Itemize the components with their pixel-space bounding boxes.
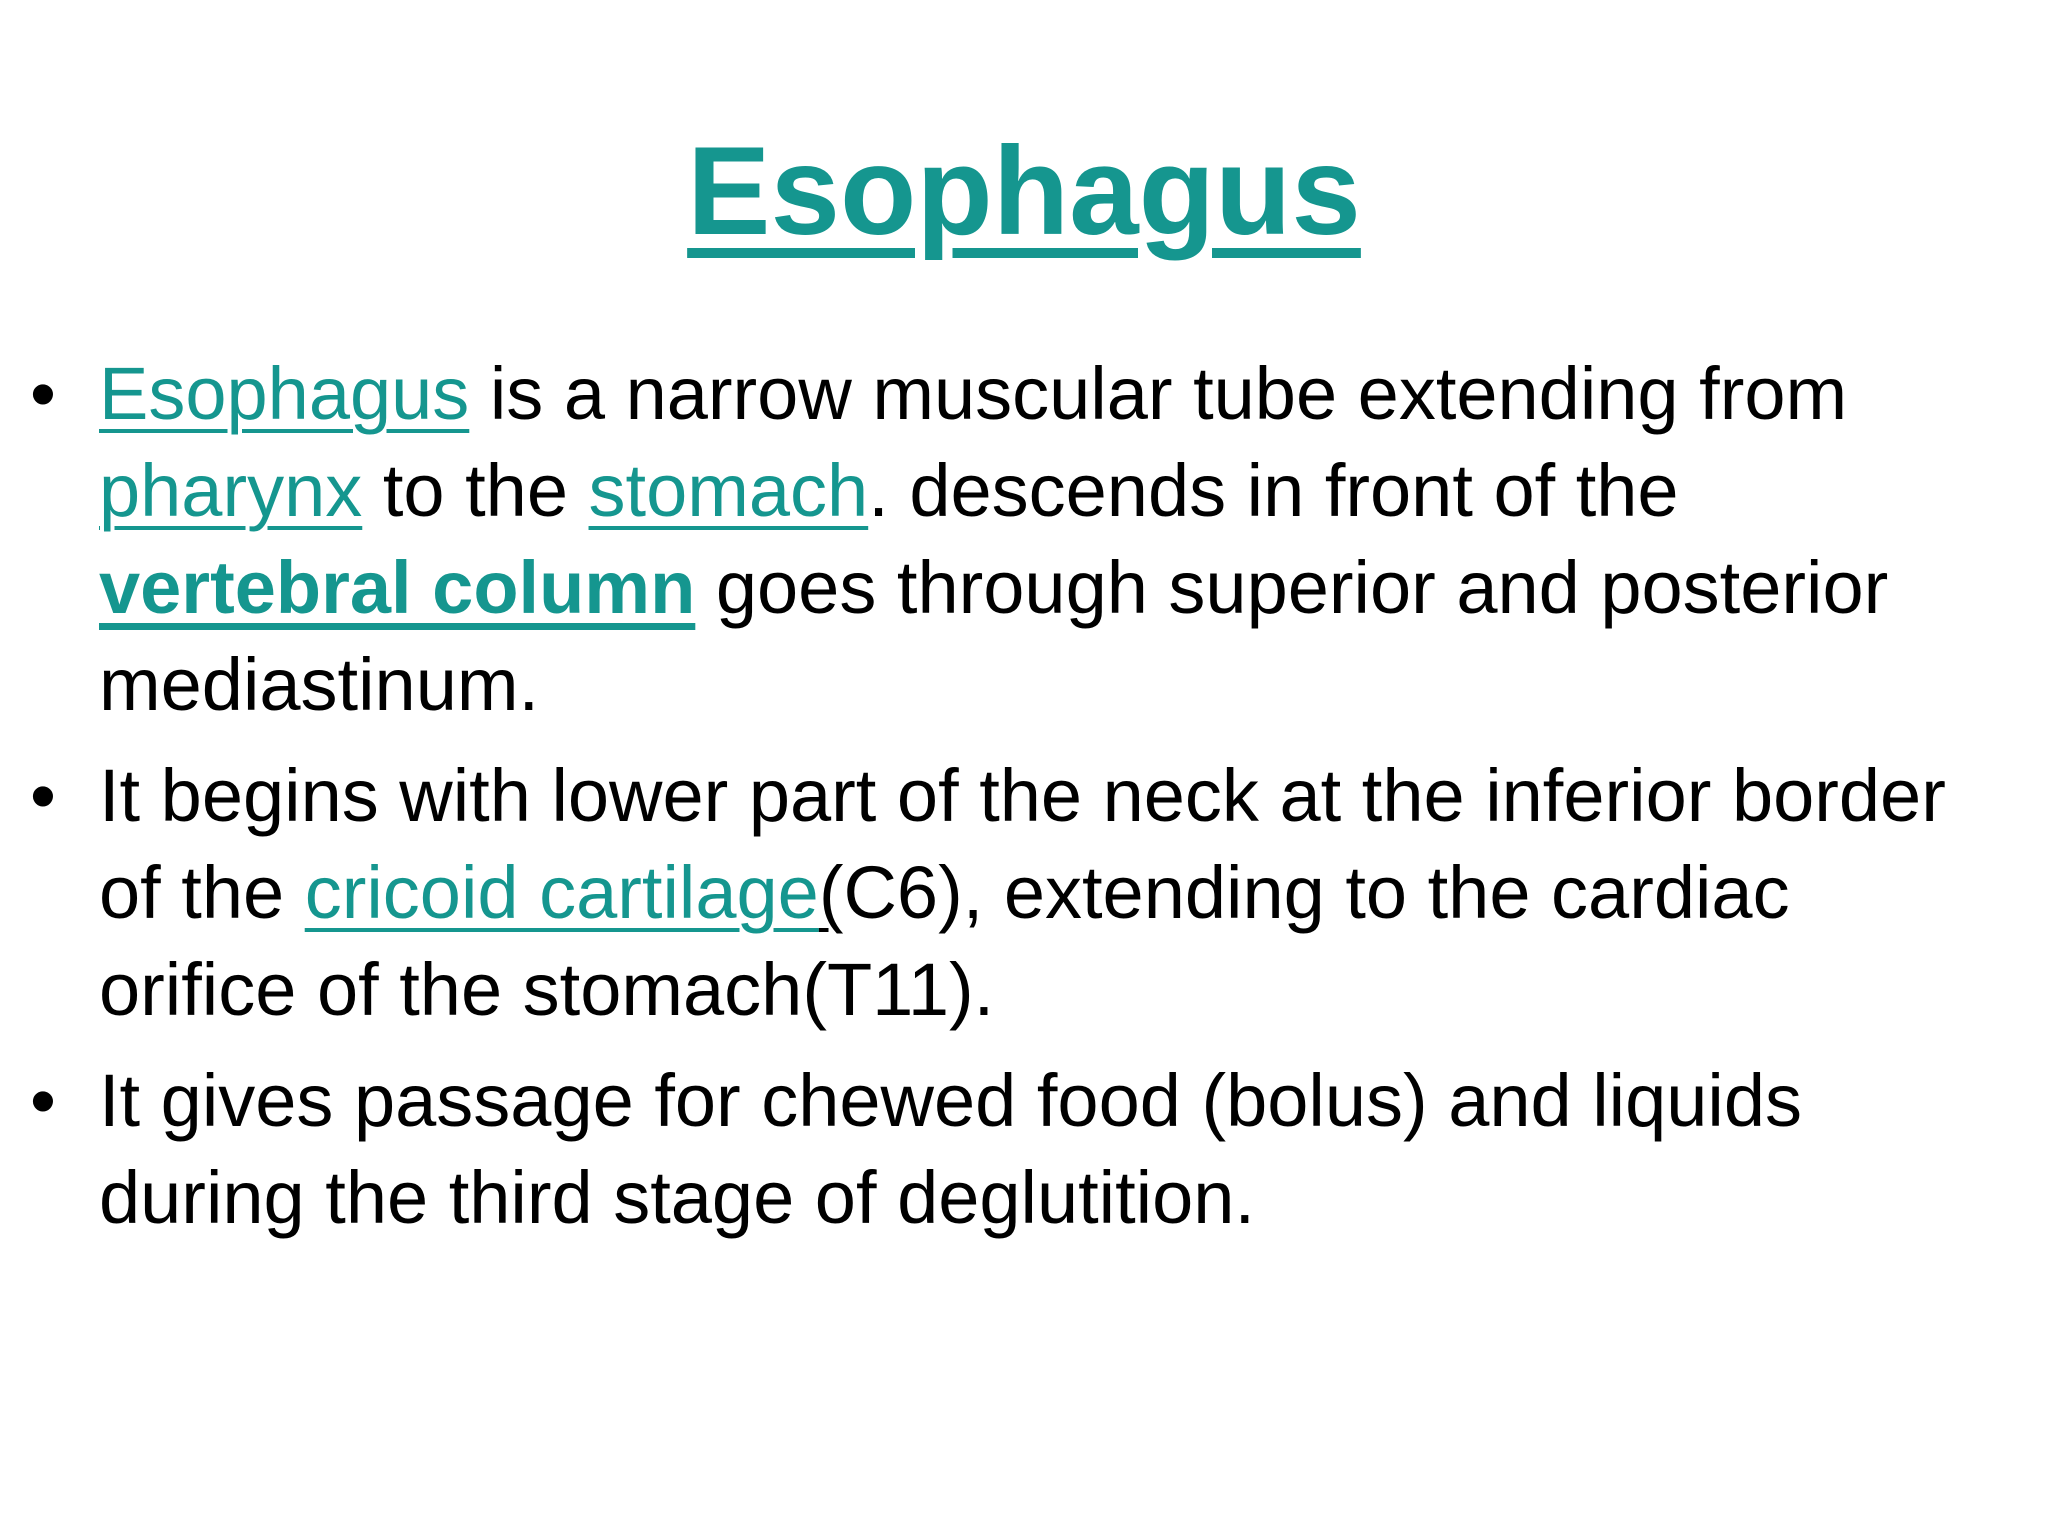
link-stomach[interactable]: stomach bbox=[588, 449, 869, 532]
bullet-1-text-segment: . descends in front of the bbox=[868, 449, 1679, 532]
link-cricoid-cartilage[interactable]: cricoid cartilage bbox=[304, 851, 819, 934]
slide-title: Esophagus bbox=[687, 122, 1361, 261]
bullet-1-text-segment: to the bbox=[362, 449, 589, 532]
link-pharynx[interactable]: pharynx bbox=[99, 449, 363, 532]
link-vertebral-column[interactable]: vertebral column bbox=[99, 546, 696, 629]
bullet-2-text-segment: C6), extending to the cardiac orifice of the stomach(T11). bbox=[99, 851, 1790, 1031]
bullet-2-text-segment: It begins with lower part of the neck at the inferior border of the bbox=[99, 754, 1946, 934]
bullet-1-text-segment: is a narrow muscular tube extending from bbox=[469, 352, 1848, 435]
bullet-icon: • bbox=[30, 1059, 56, 1142]
bullet-1-text-segment: goes through superior and posterior mediastinum. bbox=[99, 546, 1889, 726]
bullet-item-3 bbox=[0, 1052, 2000, 1246]
bullet-item-1 bbox=[0, 345, 2000, 733]
bullet-icon: • bbox=[30, 352, 56, 435]
bullet-icon: • bbox=[30, 754, 56, 837]
bullet-3-text-segment: It gives passage for chewed food (bolus) and liquids during the third stage of deglutition. bbox=[99, 1059, 1803, 1239]
bullet-item-2 bbox=[0, 747, 2000, 1038]
bullet-list bbox=[0, 345, 2000, 1260]
bullet-2-underlined-paren: ( bbox=[818, 851, 844, 934]
link-esophagus[interactable]: Esophagus bbox=[99, 352, 470, 435]
